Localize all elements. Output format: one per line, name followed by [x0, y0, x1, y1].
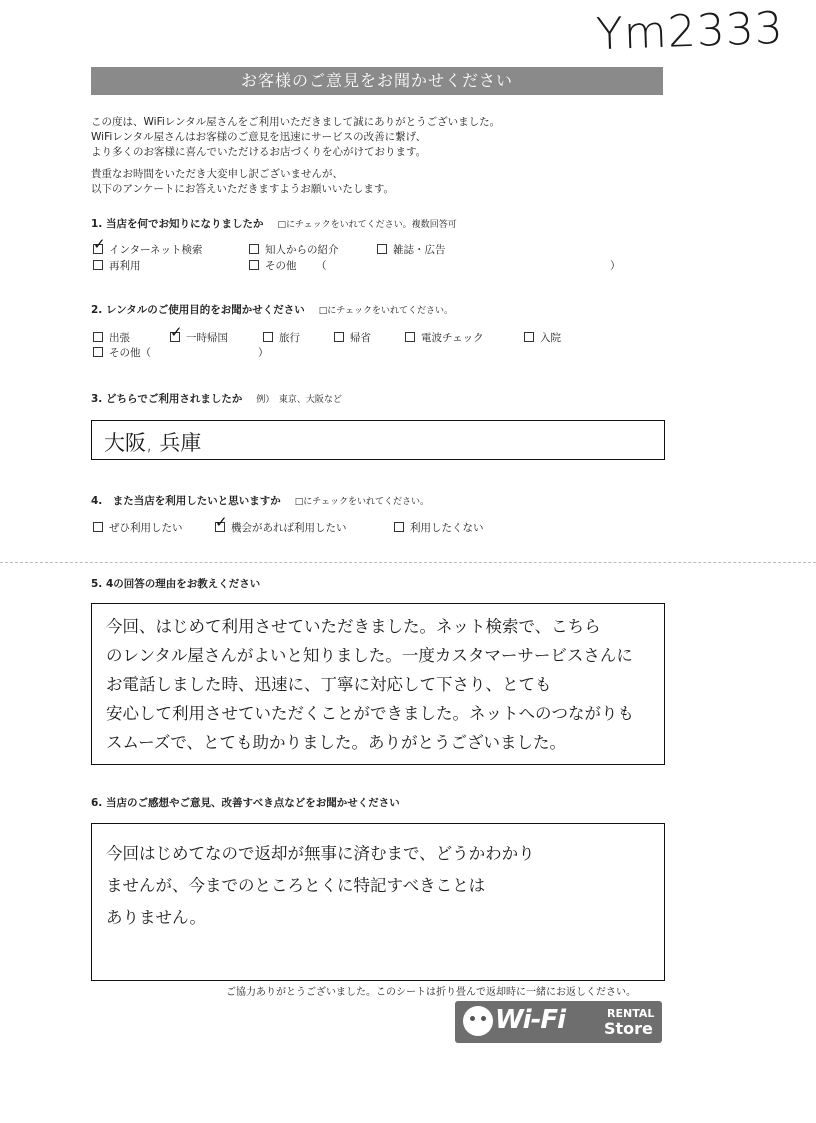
footer-note: ご協力ありがとうございました。このシートは折り畳んで返却時に一緒にお返しください。 [226, 987, 636, 998]
checkbox[interactable] [249, 244, 259, 254]
checkbox[interactable] [249, 260, 259, 270]
answer-line: のレンタル屋さんがよいと知りました。一度カスタマーサービスさんに [106, 646, 633, 665]
checkbox[interactable] [394, 522, 404, 532]
q4-option-if-chance[interactable] [215, 520, 347, 535]
question-text: 6. 当店のご感想やご意見、改善すべき点などをお聞かせください [91, 797, 400, 809]
answer-line: 今回、はじめて利用させていただきました。ネット検索で、こちら [106, 617, 601, 636]
q2-option-other[interactable] [93, 345, 151, 360]
q3-answer-box[interactable] [91, 420, 665, 460]
q1-other-paren-open: （ [316, 260, 327, 272]
question-text: 3. どちらでご利用されましたか [91, 393, 243, 405]
intro-line: WiFiレンタル屋さんはお客様のご意見を迅速にサービスの改善に繋げ、 [91, 131, 427, 143]
answer-line: お電話しました時、迅速に、丁寧に対応して下さり、とても [106, 675, 552, 694]
checkbox-checked[interactable] [170, 332, 180, 342]
intro-paragraph-1 [91, 115, 500, 160]
question-note: □にチェックをいれてください。 [294, 497, 430, 507]
intro-line: 貴重なお時間をいただき大変申し訳ございませんが、 [91, 168, 343, 180]
question-text: 2. レンタルのご使用目的をお聞かせください [91, 304, 305, 316]
intro-line: より多くのお客様に喜んでいただけるお店づくりを心がけております。 [91, 146, 427, 158]
option-label: 入院 [540, 332, 561, 344]
page-title: お客様のご意見をお聞かせください [91, 67, 663, 95]
q2-option-business[interactable] [93, 330, 130, 345]
question-2-label [91, 302, 453, 317]
question-text: 4. また当店を利用したいと思いますか [91, 495, 281, 507]
checkbox-checked[interactable] [93, 244, 103, 254]
question-text: 1. 当店を何でお知りになりましたか [91, 218, 264, 230]
q1-option-friend[interactable] [249, 242, 339, 257]
option-label: その他（ [109, 347, 151, 359]
checkbox[interactable] [524, 332, 534, 342]
q5-answer-box[interactable] [91, 603, 665, 765]
option-label: 出張 [109, 332, 130, 344]
q6-answer-box[interactable] [91, 823, 665, 981]
checkbox[interactable] [93, 522, 103, 532]
q1-option-magazine[interactable] [377, 242, 446, 257]
checkbox[interactable] [377, 244, 387, 254]
question-example: 例） 東京、大阪など [256, 395, 342, 405]
option-label: 雑誌・広告 [393, 244, 446, 256]
question-note: □にチェックをいれてください。複数回答可 [277, 220, 457, 230]
question-6-label [91, 795, 400, 810]
option-label: 旅行 [279, 332, 300, 344]
question-note: □にチェックをいれてください。 [318, 306, 454, 316]
q4-option-no[interactable] [394, 520, 484, 535]
q3-answer-text: 大阪, 兵庫 [104, 431, 202, 455]
handwritten-id: Ym2333 [595, 2, 785, 61]
checkbox[interactable] [263, 332, 273, 342]
logo-wifi-text: Wi-Fi [495, 1005, 566, 1035]
answer-line: 安心して利用させていただくことができました。ネットへのつながりも [106, 704, 634, 723]
question-text: 5. 4の回答の理由をお教えください [91, 578, 261, 590]
checkbox[interactable] [405, 332, 415, 342]
answer-line: ありません。 [106, 908, 206, 927]
checkbox[interactable] [93, 332, 103, 342]
q6-answer-text [106, 838, 535, 934]
answer-line: 今回はじめてなので返却が無事に済むまで、どうかわかり [106, 844, 535, 863]
q2-option-temporary-return[interactable] [170, 330, 228, 345]
question-5-label [91, 576, 260, 591]
intro-line: 以下のアンケートにお答えいただきますようお願いいたします。 [91, 183, 395, 195]
logo-rental-text: RENTAL [607, 1007, 655, 1020]
option-label: ぜひ利用したい [109, 522, 183, 534]
checkbox[interactable] [93, 347, 103, 357]
option-label: 帰省 [350, 332, 371, 344]
answer-line: スムーズで、とても助かりました。ありがとうございました。 [106, 733, 567, 752]
option-label: 知人からの紹介 [265, 244, 339, 256]
checkbox[interactable] [93, 260, 103, 270]
option-label: 一時帰国 [186, 332, 228, 344]
q5-answer-text [106, 612, 634, 757]
option-label: 再利用 [109, 260, 141, 272]
question-4-label [91, 493, 429, 508]
question-1-label [91, 216, 457, 231]
divider-dashed [0, 562, 816, 563]
q1-option-other[interactable] [249, 258, 297, 273]
q2-option-hospital[interactable] [524, 330, 561, 345]
option-label: 電波チェック [421, 332, 484, 344]
answer-line: ませんが、今までのところとくに特記すべきことは [106, 876, 486, 895]
q2-option-travel[interactable] [263, 330, 300, 345]
question-3-label [91, 391, 342, 406]
option-label: その他 [265, 260, 297, 272]
q2-option-signal-check[interactable] [405, 330, 484, 345]
q2-other-paren-close: ） [258, 347, 269, 359]
checkbox-checked[interactable] [215, 522, 225, 532]
option-label: 利用したくない [410, 522, 484, 534]
q4-option-definitely[interactable] [93, 520, 183, 535]
logo-store-text: Store [604, 1019, 653, 1038]
q1-other-paren-close: ） [610, 260, 621, 272]
q1-option-reuse[interactable] [93, 258, 141, 273]
option-label: インターネット検索 [109, 244, 203, 256]
q1-option-internet[interactable] [93, 242, 203, 257]
option-label: 機会があれば利用したい [231, 522, 347, 534]
intro-line: この度は、WiFiレンタル屋さんをご利用いただきまして誠にありがとうございました。 [91, 116, 501, 128]
wifi-rental-store-logo [455, 1001, 662, 1043]
intro-paragraph-2 [91, 167, 394, 197]
mascot-face-icon [463, 1006, 493, 1036]
checkbox[interactable] [334, 332, 344, 342]
q2-option-homecoming[interactable] [334, 330, 371, 345]
